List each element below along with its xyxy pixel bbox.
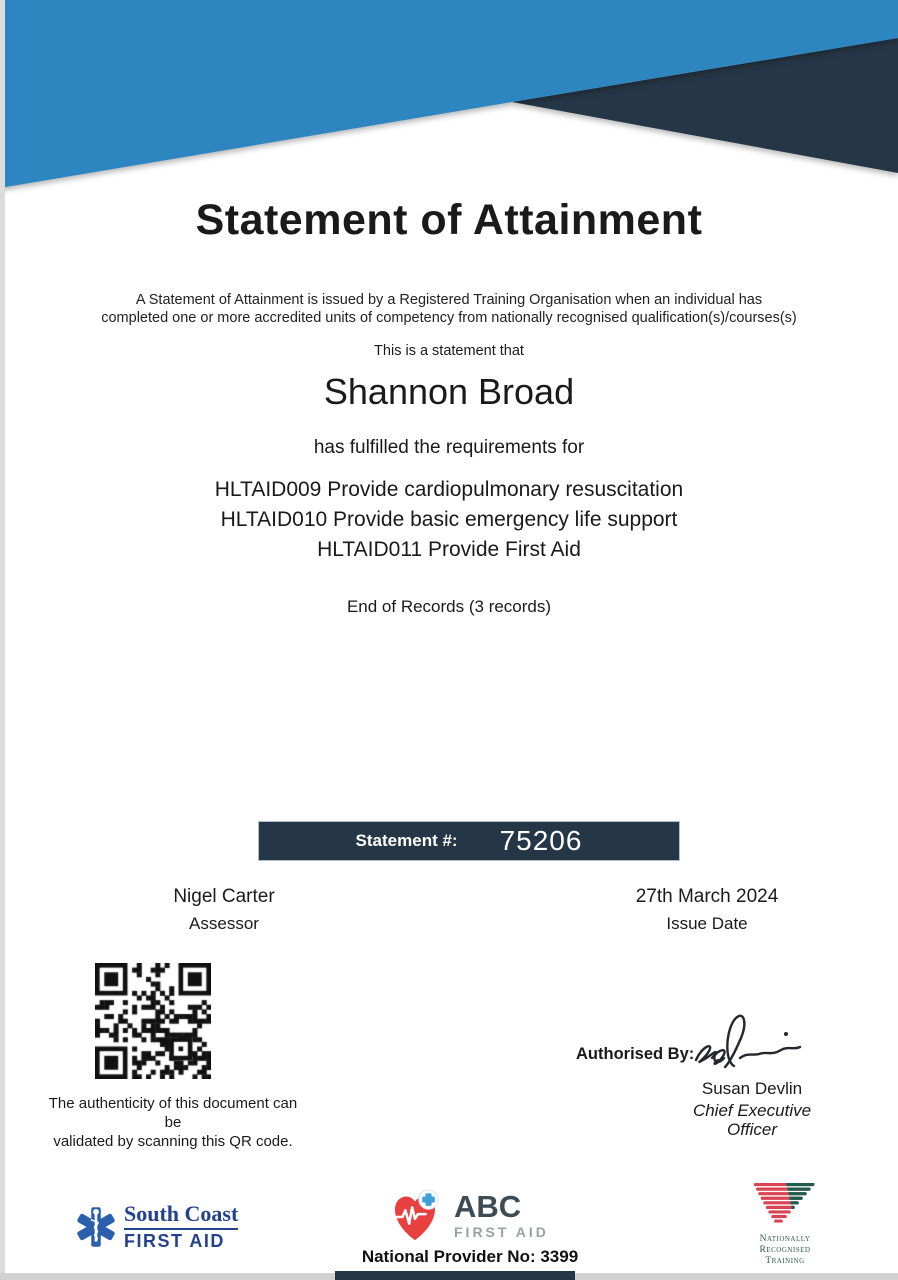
end-of-records-text: End of Records (3 records) (346, 597, 552, 616)
page-title: Statement of Attainment (195, 196, 703, 244)
issue-date-block (607, 886, 807, 934)
statement-preamble: This is a statement that (374, 343, 524, 359)
intro-line-1: A Statement of Attainment is issued by a Registered Training Organisation when an individual has (135, 292, 763, 308)
national-provider-number: National Provider No: 3399 (361, 1247, 579, 1266)
south-coast-name: South Coast (124, 1201, 238, 1230)
authorised-by-label: Authorised By: (576, 1045, 695, 1063)
nrt-line-1: Nationally Recognised (759, 1234, 811, 1255)
qr-code-container (95, 963, 211, 1084)
nationally-recognised-training-logo (733, 1183, 837, 1267)
issue-date-label: Issue Date (666, 914, 748, 933)
nrt-line-2: Training (765, 1256, 805, 1266)
star-of-life-icon (74, 1203, 118, 1251)
course-item: HLTAID009 Provide cardiopulmonary resuscitation (214, 478, 684, 501)
qr-caption (42, 1094, 304, 1151)
abc-text (454, 1189, 549, 1240)
course-list (0, 475, 898, 565)
qr-code (95, 963, 211, 1079)
south-coast-first-aid-logo (74, 1201, 238, 1252)
ceo-signature (688, 1008, 814, 1076)
authoriser-role-line-1: Chief Executive (692, 1101, 812, 1120)
course-item: HLTAID010 Provide basic emergency life support (220, 508, 678, 531)
footer-navy-strip (335, 1271, 575, 1280)
authoriser-block (672, 1079, 832, 1139)
qr-caption-line-1: The authenticity of this document can be (48, 1095, 298, 1131)
qr-caption-line-2: validated by scanning this QR code. (53, 1133, 293, 1150)
statement-number-label: Statement #: (355, 831, 458, 850)
statement-number-bar (258, 821, 680, 861)
intro-paragraph (0, 291, 898, 327)
assessor-block (124, 886, 324, 934)
statement-block (0, 343, 898, 617)
course-item: HLTAID011 Provide First Aid (317, 538, 581, 561)
abc-name: ABC (454, 1189, 522, 1224)
south-coast-subtitle: FIRST AID (124, 1231, 225, 1251)
authoriser-role-line-2: Officer (726, 1120, 778, 1139)
assessor-role: Assessor (189, 914, 259, 933)
issue-date-value: 27th March 2024 (635, 886, 779, 907)
recipient-name: Shannon Broad (323, 371, 575, 412)
authoriser-role (672, 1101, 832, 1139)
heart-ecg-icon (386, 1188, 444, 1244)
authoriser-name: Susan Devlin (701, 1079, 803, 1098)
abc-first-aid-logo (386, 1188, 549, 1244)
fulfilled-text: has fulfilled the requirements for (313, 437, 585, 458)
nrt-triangle-icon (737, 1183, 833, 1225)
intro-line-2: completed one or more accredited units of competency from nationally recognised qualification(s)/courses(s) (101, 310, 797, 326)
page-edge-left (0, 0, 5, 1280)
assessor-name: Nigel Carter (173, 886, 275, 907)
header-banner-graphic (0, 0, 898, 200)
south-coast-text (124, 1201, 238, 1252)
statement-number-value: 75206 (499, 825, 583, 856)
abc-subtitle: FIRST AID (454, 1224, 549, 1240)
nrt-text (733, 1234, 837, 1267)
